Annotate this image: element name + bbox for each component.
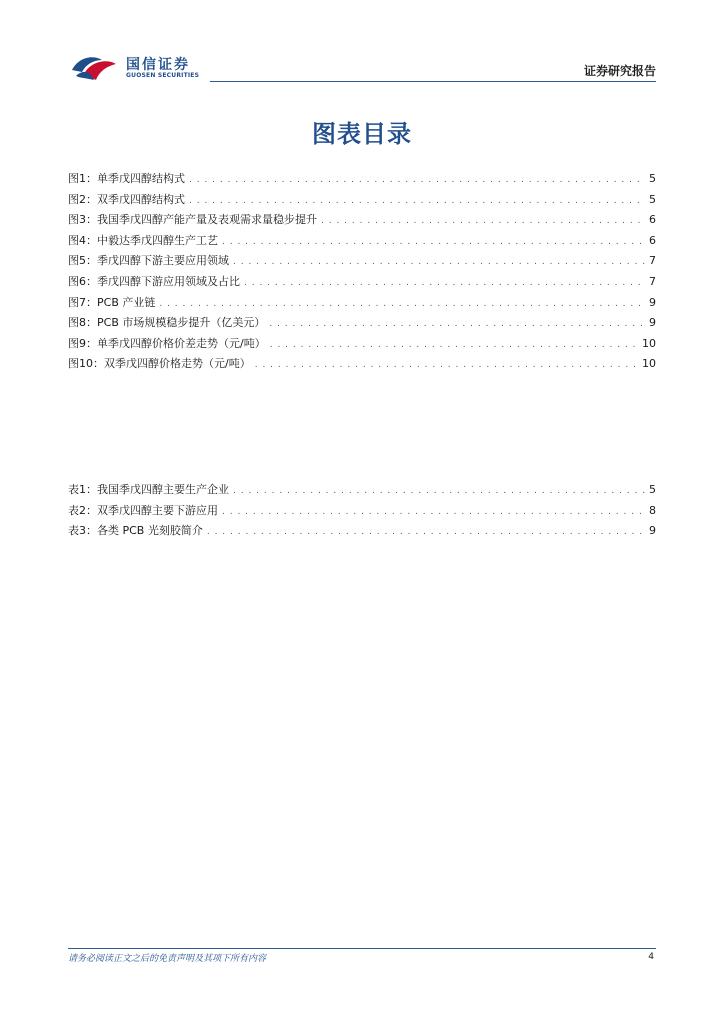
toc-entry-title: 中毅达季戊四醇生产工艺 xyxy=(97,233,218,247)
toc-entry-table-2[interactable] xyxy=(68,501,656,522)
toc-leader-dots xyxy=(159,294,645,315)
toc-entry-page: 5 xyxy=(649,192,656,206)
toc-leader-dots xyxy=(233,252,645,273)
toc-entry-title: 季戊四醇下游主要应用领域 xyxy=(97,254,229,268)
toc-entry-label: 表2： xyxy=(68,503,97,517)
page-title: 图表目录 xyxy=(312,120,412,148)
toc-entry-page: 10 xyxy=(642,336,656,350)
toc-entry-page: 6 xyxy=(649,213,656,227)
toc-leader-dots xyxy=(222,232,645,253)
toc-leader-dots xyxy=(321,211,645,232)
toc-leader-dots xyxy=(269,314,645,335)
toc-entry-page: 9 xyxy=(649,316,656,330)
toc-entry-label: 表3： xyxy=(68,524,97,538)
toc-entry-figure-4[interactable] xyxy=(68,231,656,252)
figure-list xyxy=(68,169,656,375)
toc-entry-label: 图3： xyxy=(68,213,97,227)
toc-entry-page: 6 xyxy=(649,233,656,247)
toc-entry-title: 各类 PCB 光刻胶简介 xyxy=(97,524,203,538)
toc-entry-label: 图5： xyxy=(68,254,97,268)
table-list xyxy=(68,480,656,542)
toc-entry-figure-3[interactable] xyxy=(68,210,656,231)
report-type-label: 证券研究报告 xyxy=(583,64,656,78)
toc-entry-table-3[interactable] xyxy=(68,521,656,542)
toc-entry-title: 双季戊四醇主要下游应用 xyxy=(97,503,218,517)
toc-entry-page: 9 xyxy=(649,295,656,309)
header-divider xyxy=(210,81,656,82)
logo-english-name: GUOSEN SECURITIES xyxy=(126,72,200,79)
toc-entry-label: 图2： xyxy=(68,192,97,206)
toc-entry-label: 图1： xyxy=(68,172,97,185)
toc-entry-title: PCB 市场规模稳步提升（亿美元） xyxy=(97,316,266,330)
toc-entry-label: 图10： xyxy=(68,357,104,371)
logo-chinese-name: 国信证券 xyxy=(126,57,190,73)
guosen-logo xyxy=(68,50,208,84)
page-number: 4 xyxy=(648,952,654,962)
toc-entry-title: 我国季戊四醇产能产量及表观需求量稳步提升 xyxy=(97,213,317,227)
toc-entry-figure-8[interactable] xyxy=(68,313,656,334)
toc-entry-label: 图8： xyxy=(68,316,97,330)
toc-leader-dots xyxy=(270,335,638,356)
toc-leader-dots xyxy=(189,191,645,212)
toc-entry-page: 7 xyxy=(649,254,656,268)
toc-entry-title: 单季戊四醇结构式 xyxy=(97,172,185,185)
toc-entry-figure-1[interactable] xyxy=(68,169,656,190)
toc-entry-figure-7[interactable] xyxy=(68,293,656,314)
toc-entry-label: 图6： xyxy=(68,274,97,288)
toc-entry-label: 图7： xyxy=(68,295,97,309)
toc-entry-page: 5 xyxy=(649,483,656,496)
toc-leader-dots xyxy=(189,170,645,191)
toc-entry-page: 7 xyxy=(649,274,656,288)
toc-entry-title: 单季戊四醇价格价差走势（元/吨） xyxy=(97,336,266,350)
toc-entry-figure-6[interactable] xyxy=(68,272,656,293)
toc-leader-dots xyxy=(233,481,645,502)
toc-entry-table-1[interactable] xyxy=(68,480,656,501)
toc-entry-figure-10[interactable] xyxy=(68,354,656,375)
toc-leader-dots xyxy=(255,355,638,376)
toc-leader-dots xyxy=(244,273,645,294)
toc-entry-label: 表1： xyxy=(68,483,97,496)
toc-entry-title: 双季戊四醇价格走势（元/吨） xyxy=(104,357,251,371)
toc-entry-page: 10 xyxy=(642,357,656,371)
toc-entry-label: 图9： xyxy=(68,336,97,350)
toc-entry-title: 季戊四醇下游应用领域及占比 xyxy=(97,274,240,288)
toc-leader-dots xyxy=(222,502,645,523)
footer-divider xyxy=(68,948,656,949)
toc-entry-figure-9[interactable] xyxy=(68,334,656,355)
toc-entry-page: 5 xyxy=(649,172,656,185)
guosen-logo-icon xyxy=(68,50,124,84)
footer-disclaimer: 请务必阅读正文之后的免责声明及其项下所有内容 xyxy=(68,954,267,964)
toc-entry-figure-5[interactable] xyxy=(68,251,656,272)
toc-entry-figure-2[interactable] xyxy=(68,190,656,211)
toc-entry-page: 9 xyxy=(649,524,656,538)
toc-entry-page: 8 xyxy=(649,503,656,517)
toc-entry-title: 我国季戊四醇主要生产企业 xyxy=(97,483,229,496)
toc-entry-label: 图4： xyxy=(68,233,97,247)
toc-entry-title: PCB 产业链 xyxy=(97,295,156,309)
toc-leader-dots xyxy=(207,522,645,543)
toc-entry-title: 双季戊四醇结构式 xyxy=(97,192,185,206)
